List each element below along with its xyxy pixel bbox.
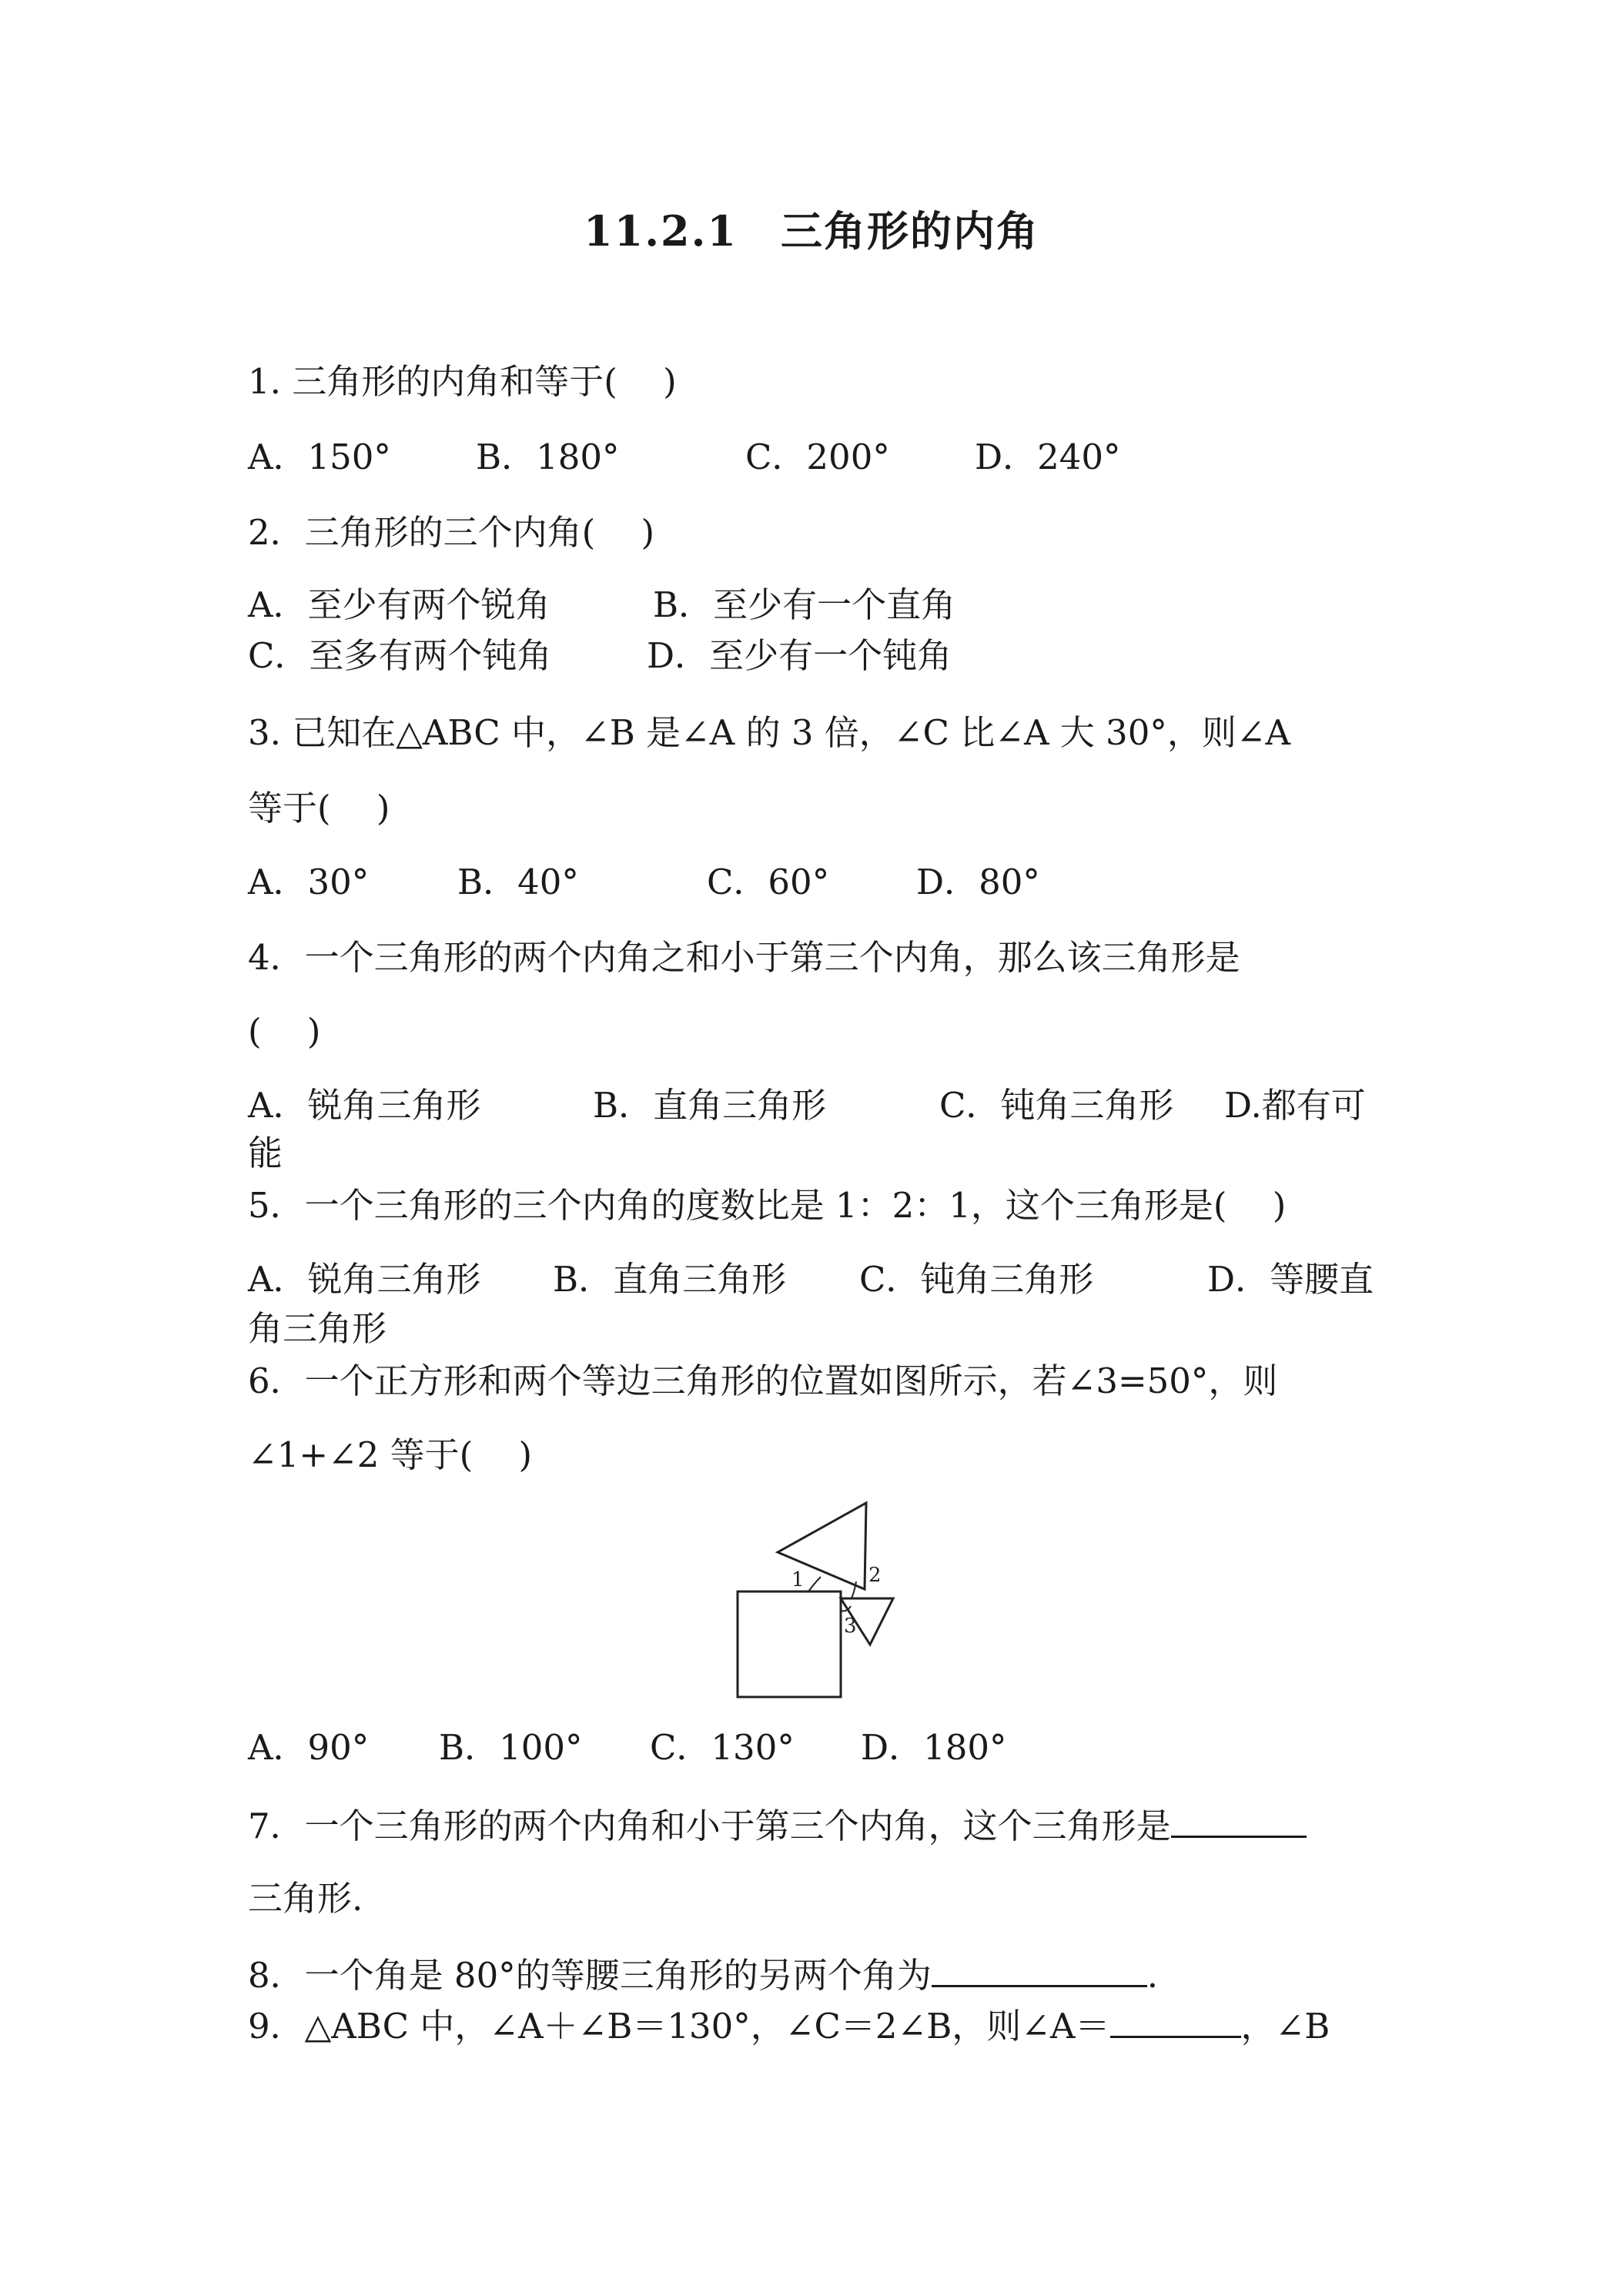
q1-option-a: A．150° xyxy=(248,437,391,477)
q8-stem-end: . xyxy=(1146,1955,1159,1996)
q1-option-b: B．180° xyxy=(476,437,620,477)
q9-stem-text: 9．△ABC 中，∠A＋∠B＝130°，∠C＝2∠B，则∠A＝ xyxy=(248,2006,1110,2047)
q5-option-a: A．锐角三角形 xyxy=(248,1259,481,1300)
q6-option-c: C．130° xyxy=(650,1727,795,1768)
q4-option-a: A．锐角三角形 xyxy=(248,1085,481,1126)
q9-stem xyxy=(248,2002,1330,2050)
q2-option-a: A．至少有两个锐角 xyxy=(248,584,550,625)
page-title: 11.2.1 三角形的内角 xyxy=(584,206,1039,256)
q5-option-b: B．直角三角形 xyxy=(553,1259,787,1300)
q1-option-c: C．200° xyxy=(745,437,890,477)
q7-stem-text: 7．一个三角形的两个内角和小于第三个内角，这个三角形是 xyxy=(248,1806,1171,1846)
q8-stem-text: 8．一个角是 80°的等腰三角形的另两个角为 xyxy=(248,1955,932,1996)
q6-stem-line1: 6．一个正方形和两个等边三角形的位置如图所示，若∠3=50°，则 xyxy=(248,1361,1278,1401)
q2-option-d: D．至少有一个钝角 xyxy=(647,635,952,676)
q3-stem-line1: 3. 已知在△ABC 中，∠B 是∠A 的 3 倍，∠C 比∠A 大 30°，则∠A xyxy=(248,712,1291,753)
q6-angle-3-label: 3 xyxy=(844,1615,857,1638)
q3-option-a: A．30° xyxy=(248,862,370,902)
q9-answer-blank-a[interactable] xyxy=(1110,2002,1241,2038)
q1-option-d: D．240° xyxy=(975,437,1121,477)
q6-figure xyxy=(724,1494,909,1702)
q2-option-c: C．至多有两个钝角 xyxy=(248,635,552,676)
q6-angle-1-label: 1 xyxy=(791,1568,805,1591)
q6-square xyxy=(738,1591,841,1697)
q4-option-b: B．直角三角形 xyxy=(593,1085,827,1126)
q4-stem-line2: ( ) xyxy=(248,1011,321,1052)
q4-option-c: C．钝角三角形 xyxy=(939,1085,1174,1126)
q6-angle-2-label: 2 xyxy=(868,1564,882,1587)
q8-answer-blank[interactable] xyxy=(932,1951,1147,1987)
q6-stem-line2: ∠1+∠2 等于( ) xyxy=(248,1434,533,1475)
q5-option-d: D．等腰直 xyxy=(1207,1259,1374,1300)
q6-option-b: B．100° xyxy=(439,1727,583,1768)
q6-option-a: A．90° xyxy=(248,1727,370,1768)
q7-stem-line2: 三角形. xyxy=(248,1878,363,1919)
q4-stem-line1: 4．一个三角形的两个内角之和小于第三个内角，那么该三角形是 xyxy=(248,937,1240,978)
q8-stem xyxy=(248,1951,1158,1999)
q3-option-b: B．40° xyxy=(457,862,579,902)
q7-stem-line1 xyxy=(248,1802,1307,1849)
q3-stem-line2: 等于( ) xyxy=(248,788,390,828)
q2-option-b: B．至少有一个直角 xyxy=(653,584,956,625)
q1-stem: 1. 三角形的内角和等于( ) xyxy=(248,361,677,402)
q4-option-d-wrap: 能 xyxy=(248,1133,283,1173)
q5-stem: 5．一个三角形的三个内角的度数比是 1：2：1，这个三角形是( ) xyxy=(248,1185,1287,1226)
q7-answer-blank[interactable] xyxy=(1171,1802,1307,1838)
q3-option-c: C．60° xyxy=(707,862,830,902)
q6-option-d: D．180° xyxy=(861,1727,1007,1768)
q5-option-c: C．钝角三角形 xyxy=(859,1259,1094,1300)
q2-stem: 2．三角形的三个内角( ) xyxy=(248,512,655,553)
q9-stem-end: ，∠B xyxy=(1240,2006,1330,2047)
q5-option-d-wrap: 角三角形 xyxy=(248,1308,387,1349)
q6-angle-1-arc xyxy=(808,1577,821,1591)
q4-option-d: D.都有可 xyxy=(1224,1085,1366,1126)
q3-option-d: D．80° xyxy=(916,862,1040,902)
